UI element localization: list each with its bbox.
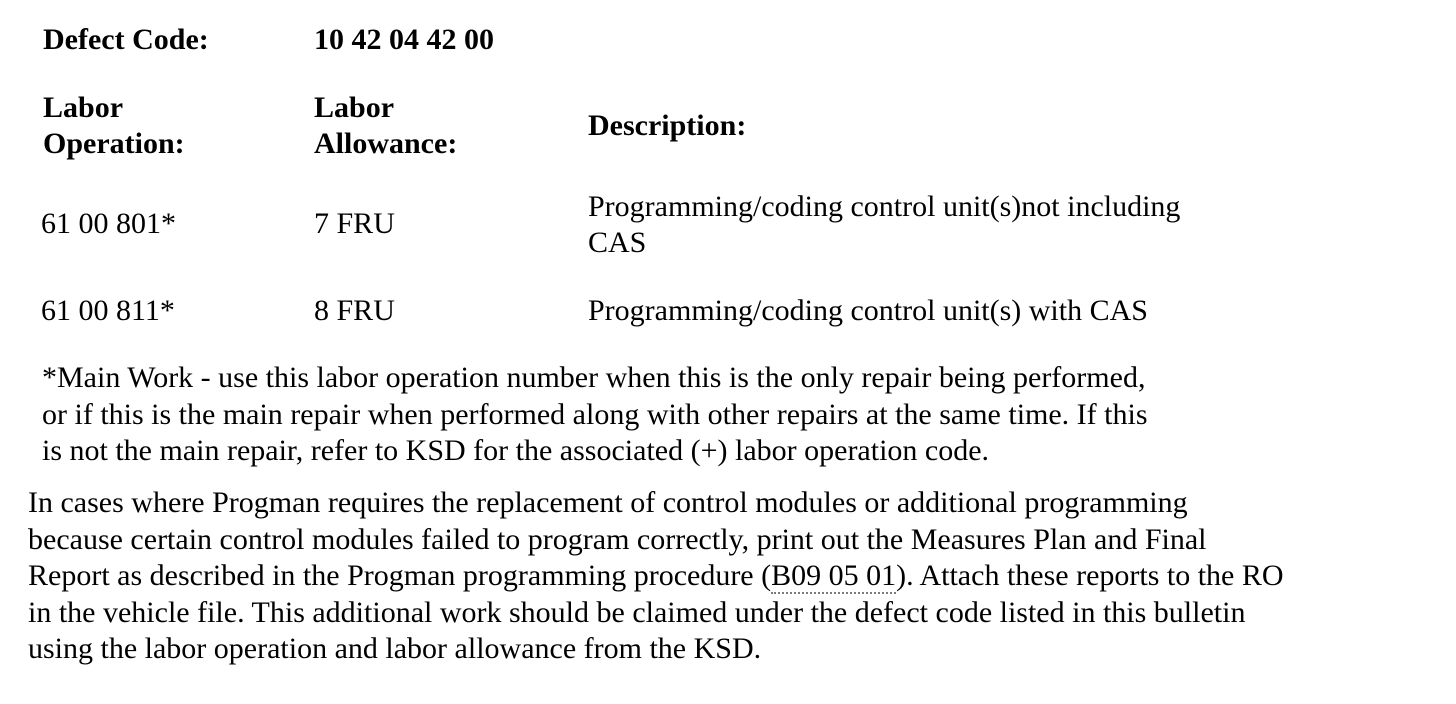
header-labor-operation-line1: Labor	[43, 91, 124, 124]
footnote-line3: is not the main repair, refer to KSD for the associated (+) labor operation code.	[42, 434, 990, 467]
row1-description-line1: Programming/coding control unit(s)not including	[588, 190, 1181, 223]
row1-description-line2: CAS	[588, 226, 647, 259]
row1-operation: 61 00 801*	[41, 207, 176, 240]
paragraph-line3-after-link: ). Attach these reports to the RO	[896, 559, 1284, 592]
paragraph-line3-before-link: Report as described in the Progman programming procedure (	[28, 559, 772, 592]
row1-description	[588, 189, 1180, 261]
row1-allowance: 7 FRU	[314, 207, 395, 240]
paragraph-line3	[28, 558, 1284, 595]
body-paragraph	[28, 485, 1284, 668]
header-labor-allowance	[314, 90, 457, 162]
defect-code-label: Defect Code:	[43, 23, 209, 56]
defect-code-value: 10 42 04 42 00	[314, 23, 494, 56]
footnote-line1: *Main Work - use this labor operation number when this is the only repair being performed,	[42, 361, 1146, 394]
header-description: Description:	[588, 109, 747, 142]
header-labor-allowance-line1: Labor	[314, 91, 395, 124]
paragraph-line1: In cases where Progman requires the replacement of control modules or additional programming	[28, 486, 1188, 519]
row2-allowance: 8 FRU	[314, 294, 395, 327]
footnote-line2: or if this is the main repair when performed along with other repairs at the same time. If this	[42, 397, 1148, 431]
header-labor-operation-line2: Operation:	[43, 127, 185, 160]
header-labor-allowance-line2: Allowance:	[314, 127, 458, 160]
procedure-link[interactable]: B09 05 01	[771, 559, 897, 592]
row2-description: Programming/coding control unit(s) with CAS	[588, 294, 1148, 327]
paragraph-line4: in the vehicle file. This additional work should be claimed under the defect code listed in this bulletin	[28, 595, 1246, 629]
paragraph-line2: because certain control modules failed to program correctly, print out the Measures Plan and Final	[28, 522, 1207, 556]
footnote	[42, 360, 1148, 470]
paragraph-line5: using the labor operation and labor allowance from the KSD.	[28, 632, 762, 665]
header-labor-operation	[43, 90, 185, 162]
row2-operation: 61 00 811*	[41, 294, 175, 327]
